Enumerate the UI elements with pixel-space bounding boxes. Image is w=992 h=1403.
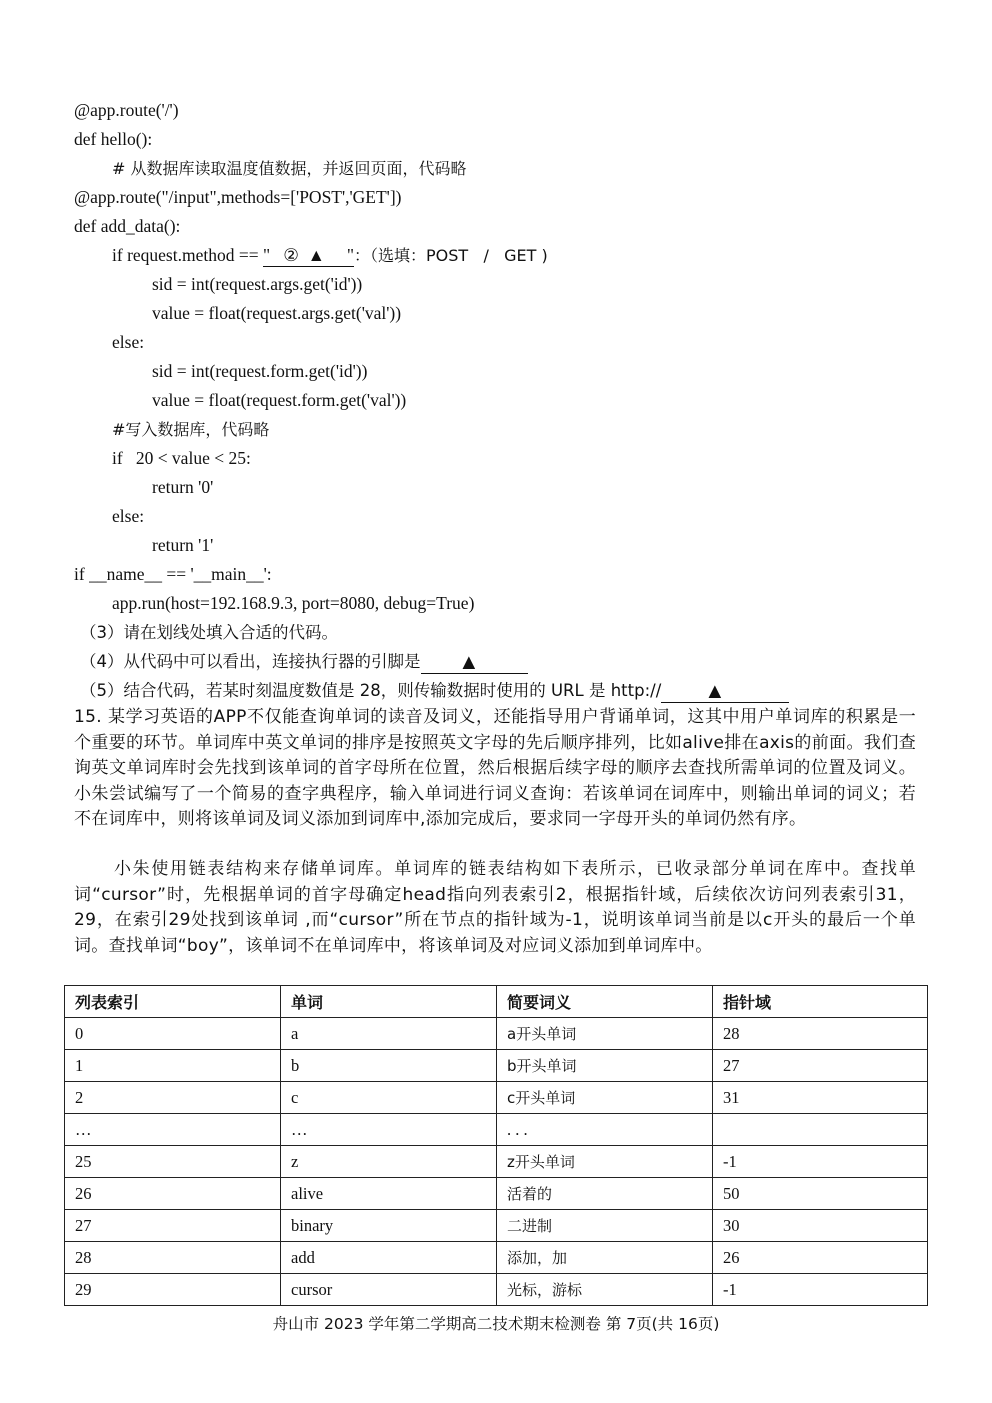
code-line: sid = int(request.args.get('id')) <box>152 274 363 294</box>
code-line: if __name__ == '__main__': <box>74 564 272 584</box>
cell-meaning: c开头单词 <box>497 1082 713 1114</box>
cell-index: 0 <box>65 1018 281 1050</box>
table-header-row <box>65 986 928 1018</box>
code-line: return '0' <box>152 477 214 497</box>
code-text: if request.method == <box>112 245 263 265</box>
table-row <box>65 1210 928 1242</box>
header-meaning: 简要词义 <box>497 986 713 1018</box>
page-footer: 舟山市 2023 学年第二学期高二技术期末检测卷 第 7页(共 16页) <box>272 1315 720 1333</box>
cell-meaning: 添加，加 <box>497 1242 713 1274</box>
code-line: else: <box>112 332 145 352</box>
code-line-blank-2 <box>0 241 992 270</box>
cell-word: cursor <box>281 1274 497 1306</box>
answer-blank-2: " ② ▲ " <box>262 245 355 265</box>
cell-pointer: 28 <box>713 1018 928 1050</box>
header-word: 单词 <box>281 986 497 1018</box>
question-4 <box>80 648 528 676</box>
cell-meaning: b开头单词 <box>497 1050 713 1082</box>
cell-index: 27 <box>65 1210 281 1242</box>
problem-15-paragraph-2: 小朱使用链表结构来存储单词库。单词库的链表结构如下表所示，已收录部分单词在库中。查找单词“cursor”时，先根据单词的首字母确定head指向列表索引2，根据指针域，后续依次访问列表索引31，29，在索引29处找到该单词 ,而“cursor”所在节点的指针域为-1，说明该单词当前是以c开头的最后一个单词。查找单词“boy”，该单词不在单词库中，将该单词及对应词义添加到单词库中。 <box>74 859 916 956</box>
cell-index: 29 <box>65 1274 281 1306</box>
code-line: if 20 < value < 25: <box>112 448 251 468</box>
cell-pointer <box>713 1114 928 1146</box>
code-line: return '1' <box>152 535 214 555</box>
table-row <box>65 1018 928 1050</box>
code-line: @app.route("/input",methods=['POST','GET']) <box>74 187 402 207</box>
table-row <box>65 1146 928 1178</box>
code-line: value = float(request.form.get('val')) <box>152 390 407 410</box>
cell-index: 2 <box>65 1082 281 1114</box>
question-5 <box>80 677 789 705</box>
cell-word: c <box>281 1082 497 1114</box>
question-5-text: （5）结合代码，若某时刻温度数值是 28，则传输数据时使用的 URL 是 http:// <box>80 681 662 700</box>
code-line: def hello(): <box>74 129 153 149</box>
cell-word: a <box>281 1018 497 1050</box>
cell-word: b <box>281 1050 497 1082</box>
cell-index: 25 <box>65 1146 281 1178</box>
table-row <box>65 1274 928 1306</box>
cell-word: alive <box>281 1178 497 1210</box>
table-row <box>65 1082 928 1114</box>
answer-blank-4: ▲ <box>421 651 528 674</box>
cell-word: … <box>281 1114 497 1146</box>
cell-word: add <box>281 1242 497 1274</box>
cell-pointer: 27 <box>713 1050 928 1082</box>
code-block <box>0 96 992 618</box>
cell-meaning: z开头单词 <box>497 1146 713 1178</box>
cell-word: binary <box>281 1210 497 1242</box>
problem-15-paragraph-1: 15. 某学习英语的APP不仅能查询单词的读音及词义，还能指导用户背诵单词，这其中用户单词库的积累是一个重要的环节。单词库中英文单词的排序是按照英文字母的先后顺序排列，比如alive排在axis的前面。我们查询英文单词库时会先找到该单词的首字母所在位置，然后根据后续字母的顺序去查找所需单词的位置及词义。小朱尝试编写了一个简易的查字典程序，输入单词进行词义查询：若该单词在词库中，则输出单词的词义；若不在词库中，则将该单词及词义添加到词库中,添加完成后，要求同一字母开头的单词仍然有序。 <box>74 707 916 829</box>
header-pointer: 指针域 <box>713 986 928 1018</box>
blank-hint: ：（选填：POST / GET ) <box>354 246 548 265</box>
cell-pointer: 31 <box>713 1082 928 1114</box>
table-row <box>65 1242 928 1274</box>
code-line: sid = int(request.form.get('id')) <box>152 361 368 381</box>
question-4-text: （4）从代码中可以看出，连接执行器的引脚是 <box>80 652 421 671</box>
cell-index: 1 <box>65 1050 281 1082</box>
cell-index: … <box>65 1114 281 1146</box>
table-row <box>65 1050 928 1082</box>
cell-pointer: 30 <box>713 1210 928 1242</box>
cell-pointer: 50 <box>713 1178 928 1210</box>
cell-meaning: 活着的 <box>497 1178 713 1210</box>
code-comment: #写入数据库，代码略 <box>112 420 270 439</box>
code-line: app.run(host=192.168.9.3, port=8080, debug=True) <box>112 593 475 613</box>
answer-blank-5: ▲ <box>661 680 789 703</box>
code-line: @app.route('/') <box>74 100 179 120</box>
code-comment: # 从数据库读取温度值数据，并返回页面，代码略 <box>112 159 467 178</box>
cell-meaning: . . . <box>497 1114 713 1146</box>
cell-pointer: -1 <box>713 1146 928 1178</box>
cell-pointer: -1 <box>713 1274 928 1306</box>
code-line: value = float(request.args.get('val')) <box>152 303 402 323</box>
cell-index: 28 <box>65 1242 281 1274</box>
header-index: 列表索引 <box>65 986 281 1018</box>
table-row <box>65 1178 928 1210</box>
table-row <box>65 1114 928 1146</box>
word-list-table <box>64 985 928 1306</box>
code-line: else: <box>112 506 145 526</box>
cell-word: z <box>281 1146 497 1178</box>
code-line: def add_data(): <box>74 216 181 236</box>
cell-meaning: a开头单词 <box>497 1018 713 1050</box>
cell-meaning: 光标，游标 <box>497 1274 713 1306</box>
cell-pointer: 26 <box>713 1242 928 1274</box>
question-3: （3）请在划线处填入合适的代码。 <box>80 623 338 642</box>
cell-meaning: 二进制 <box>497 1210 713 1242</box>
cell-index: 26 <box>65 1178 281 1210</box>
